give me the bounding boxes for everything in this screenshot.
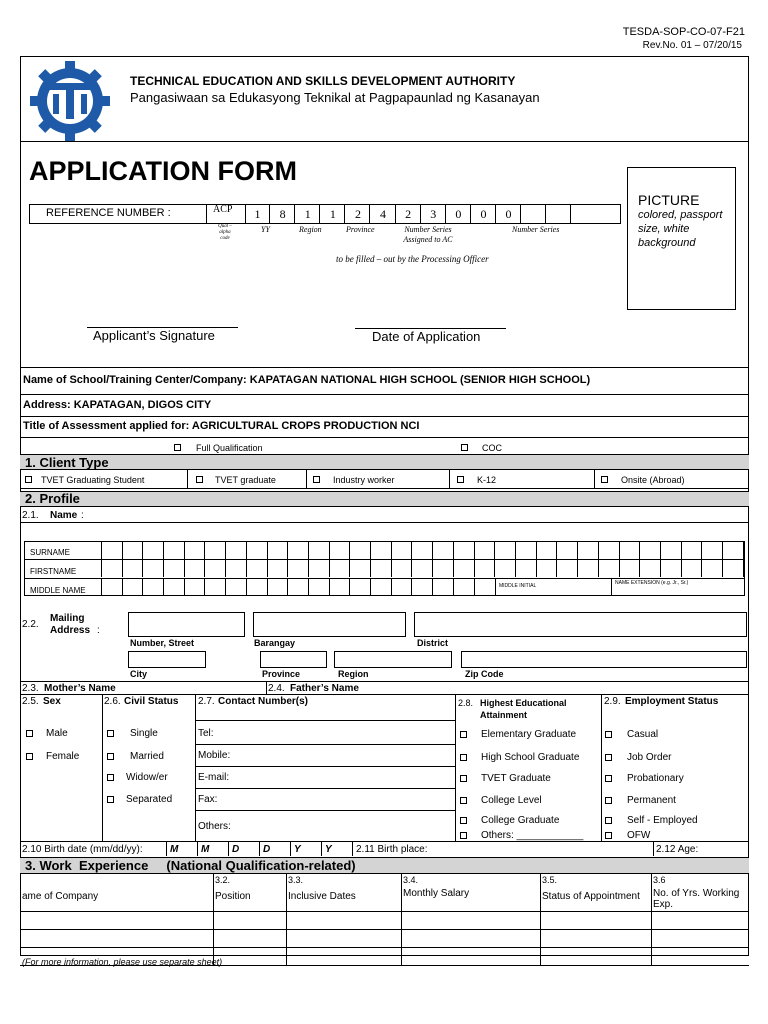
employment-option: OFW: [627, 830, 651, 841]
coc-label: COC: [482, 443, 502, 453]
client-type-option: K-12: [477, 475, 497, 485]
work-column-header: Status of Appointment: [542, 891, 640, 902]
employment-checkbox[interactable]: [605, 817, 612, 824]
assessment-line: Title of Assessment applied for: AGRICULTURAL CROPS PRODUCTION NCI: [23, 420, 420, 432]
reference-number-label: REFERENCE NUMBER :: [46, 207, 171, 219]
sex-option: Male: [46, 728, 68, 739]
barangay-label: Barangay: [254, 638, 296, 648]
city-label: City: [130, 669, 148, 679]
birth-date-cell[interactable]: Y: [325, 844, 332, 855]
footnote: (For more information, please use separate sheet): [22, 957, 223, 967]
name-extension-label: NAME EXTENSION (e.g. Jr., Sr.): [615, 580, 689, 586]
education-checkbox[interactable]: [460, 754, 467, 761]
reference-digit: 0: [455, 207, 462, 221]
surname-input-row[interactable]: [100, 541, 745, 559]
contact-number: 2.7.: [198, 696, 215, 707]
profile-heading: 2. Profile: [25, 491, 80, 506]
reference-digit: 0: [505, 207, 512, 221]
applicant-signature-label: Applicant’s Signature: [93, 328, 215, 343]
client-type-checkbox[interactable]: [601, 476, 608, 483]
civil-status-option: Single: [130, 728, 158, 739]
name-label: Name: [50, 510, 78, 521]
education-checkbox[interactable]: [460, 832, 467, 839]
sex-label: Sex: [43, 696, 61, 707]
firstname-label: FIRSTNAME: [30, 567, 77, 576]
civil-status-checkbox[interactable]: [107, 730, 114, 737]
reference-digit: 8: [279, 207, 286, 221]
page-title: APPLICATION FORM: [29, 156, 297, 186]
province-field[interactable]: [260, 651, 327, 668]
work-column-number: 3.6: [653, 875, 666, 885]
education-option: College Graduate: [481, 815, 560, 826]
education-option: Others: ____________: [481, 830, 584, 841]
education-checkbox[interactable]: [460, 731, 467, 738]
date-of-application-label: Date of Application: [372, 329, 481, 344]
city-field[interactable]: [128, 651, 206, 668]
school-line: Name of School/Training Center/Company: KAPATAGAN NATIONAL HIGH SCHOOL (SENIOR HIGH SCHOOL): [23, 374, 591, 386]
picture-description: colored, passport size, white background: [638, 209, 723, 249]
client-type-option: TVET Graduating Student: [41, 475, 145, 485]
civil-status-option: Separated: [126, 794, 173, 805]
birth-date-cell[interactable]: D: [232, 844, 240, 855]
education-option: Elementary Graduate: [481, 729, 577, 740]
age-label: 2.12 Age:: [656, 844, 699, 855]
employment-label: Employment Status: [625, 696, 719, 707]
org-name: TECHNICAL EDUCATION AND SKILLS DEVELOPMENT AUTHORITY: [130, 74, 516, 88]
ref-sub-region: Region: [299, 225, 322, 234]
mobile-field-label: Mobile:: [198, 750, 231, 761]
civil-status-checkbox[interactable]: [107, 774, 114, 781]
district-field[interactable]: [414, 612, 747, 637]
fax-field-label: Fax:: [198, 794, 218, 805]
client-type-checkbox[interactable]: [457, 476, 464, 483]
employment-option: Probationary: [627, 773, 684, 784]
province-label: Province: [262, 669, 301, 679]
employment-option: Self - Employed: [627, 815, 698, 826]
client-type-heading: 1. Client Type: [25, 455, 109, 470]
work-column-number: 3.5.: [542, 875, 558, 885]
sex-number: 2.5.: [22, 696, 39, 707]
education-option: College Level: [481, 795, 542, 806]
employment-number: 2.9.: [604, 696, 621, 707]
revision-number: Rev.No. 01 – 07/20/15: [642, 40, 742, 51]
education-checkbox[interactable]: [460, 775, 467, 782]
middle-initial-label: MIDDLE INITIAL: [499, 583, 537, 589]
reference-digit-cell[interactable]: [546, 204, 571, 224]
father-number: 2.4.: [268, 683, 285, 694]
zip-code-field[interactable]: [461, 651, 747, 668]
work-column-header: Monthly Salary: [403, 888, 470, 899]
coc-checkbox[interactable]: [461, 444, 468, 451]
email-field-label: E-mail:: [198, 772, 230, 783]
mother-name-label: Mother’s Name: [44, 683, 116, 694]
reference-digit: 1: [329, 207, 336, 221]
client-type-option: TVET graduate: [215, 475, 276, 485]
sex-option: Female: [46, 751, 80, 762]
civil-status-label: Civil Status: [124, 696, 179, 707]
reference-prefix: ACP: [213, 204, 233, 215]
education-checkbox[interactable]: [460, 797, 467, 804]
ref-sub-province: Province: [346, 225, 375, 234]
work-experience-row[interactable]: [20, 947, 749, 965]
work-column-number: 3.3.: [288, 875, 304, 885]
reference-digit: 2: [354, 207, 361, 221]
work-experience-heading: 3. Work Experience (National Qualification-related): [25, 858, 356, 873]
civil-status-checkbox[interactable]: [107, 796, 114, 803]
surname-label: SURNAME: [30, 548, 71, 557]
employment-option: Casual: [627, 729, 659, 740]
doc-code: TESDA-SOP-CO-07-F21: [622, 26, 745, 38]
birth-date-cell[interactable]: M: [170, 844, 179, 855]
civil-status-checkbox[interactable]: [107, 753, 114, 760]
reference-digit: 4: [380, 207, 387, 221]
work-column-header: No. of Yrs. Working Exp.: [653, 888, 740, 910]
client-type-checkbox[interactable]: [196, 476, 203, 483]
mailing-label: Mailing Address: [50, 613, 91, 636]
birth-date-cell[interactable]: D: [263, 844, 271, 855]
civil-status-option: Married: [130, 751, 164, 762]
mailing-number: 2.2.: [22, 619, 39, 630]
sex-checkbox[interactable]: [26, 730, 33, 737]
work-experience-row[interactable]: [20, 911, 749, 929]
client-type-band: [20, 454, 749, 470]
sex-checkbox[interactable]: [26, 753, 33, 760]
education-option: High School Graduate: [481, 752, 580, 763]
reference-digit: 2: [405, 207, 412, 221]
tel-field-label: Tel:: [198, 728, 214, 739]
reference-digit-cell[interactable]: [521, 204, 546, 224]
work-column-header: ame of Company: [22, 891, 99, 902]
education-checkbox[interactable]: [460, 817, 467, 824]
birth-date-cell[interactable]: Y: [294, 844, 301, 855]
birth-date-label: 2.10 Birth date (mm/dd/yy):: [22, 844, 143, 855]
client-type-option: Onsite (Abroad): [621, 475, 685, 485]
birth-place-label: 2.11 Birth place:: [356, 844, 428, 855]
org-name-filipino: Pangasiwaan sa Edukasyong Teknikal at Pagpapaunlad ng Kasanayan: [130, 90, 540, 105]
employment-option: Job Order: [627, 752, 672, 763]
others-field-label: Others:: [198, 821, 231, 832]
client-type-option: Industry worker: [333, 475, 395, 485]
reference-digit: 1: [304, 207, 311, 221]
education-label: Highest Educational Attainment: [480, 698, 567, 720]
region-field[interactable]: [334, 651, 452, 668]
work-experience-row[interactable]: [20, 929, 749, 947]
reference-digit: 3: [430, 207, 437, 221]
client-type-checkbox[interactable]: [25, 476, 32, 483]
firstname-input-row[interactable]: [100, 559, 745, 577]
work-column-number: 3.4.: [403, 875, 419, 885]
work-column-header: Inclusive Dates: [288, 891, 356, 902]
employment-checkbox[interactable]: [605, 832, 612, 839]
employment-checkbox[interactable]: [605, 797, 612, 804]
mother-number: 2.3.: [22, 683, 39, 694]
birth-date-cell[interactable]: M: [201, 844, 210, 855]
contact-label: Contact Number(s): [218, 696, 309, 707]
client-type-checkbox[interactable]: [313, 476, 320, 483]
full-qualification-checkbox[interactable]: [174, 444, 181, 451]
work-column-number: 3.2.: [215, 875, 231, 885]
education-number: 2.8.: [458, 698, 474, 708]
zip-code-label: Zip Code: [465, 669, 504, 679]
reference-digit: 0: [480, 207, 487, 221]
picture-title: PICTURE: [638, 192, 700, 208]
processing-officer-note: to be filled – out by the Processing Officer: [336, 254, 489, 264]
address-line: Address: KAPATAGAN, DIGOS CITY: [23, 399, 212, 411]
education-option: TVET Graduate: [481, 773, 551, 784]
employment-option: Permanent: [627, 795, 676, 806]
civil-status-option: Widow/er: [126, 772, 168, 783]
middle-name-label: MIDDLE NAME: [30, 586, 86, 595]
employment-checkbox[interactable]: [605, 775, 612, 782]
profile-band: [20, 491, 749, 507]
ref-sub-yy: YY: [261, 225, 270, 234]
district-label: District: [417, 638, 449, 648]
civil-status-number: 2.6.: [104, 696, 121, 707]
reference-digit: 1: [254, 207, 261, 221]
region-label: Region: [338, 669, 369, 679]
full-qualification-label: Full Qualification: [196, 443, 263, 453]
work-column-header: Position: [215, 891, 251, 902]
employment-checkbox[interactable]: [605, 754, 612, 761]
name-number: 2.1.: [22, 510, 39, 521]
tesda-logo: [29, 60, 111, 142]
ref-sub-number-series-ac: Number Series Assigned to AC: [403, 225, 453, 244]
ref-sub-number-series: Number Series: [512, 225, 560, 234]
employment-checkbox[interactable]: [605, 731, 612, 738]
number-street-field[interactable]: [128, 612, 245, 637]
barangay-field[interactable]: [253, 612, 406, 637]
number-street-label: Number, Street: [130, 638, 195, 648]
middle-name-input-row[interactable]: [100, 578, 745, 596]
father-name-label: Father’s Name: [290, 683, 359, 694]
ref-sub-qual: Qual – alpha code: [218, 224, 232, 241]
